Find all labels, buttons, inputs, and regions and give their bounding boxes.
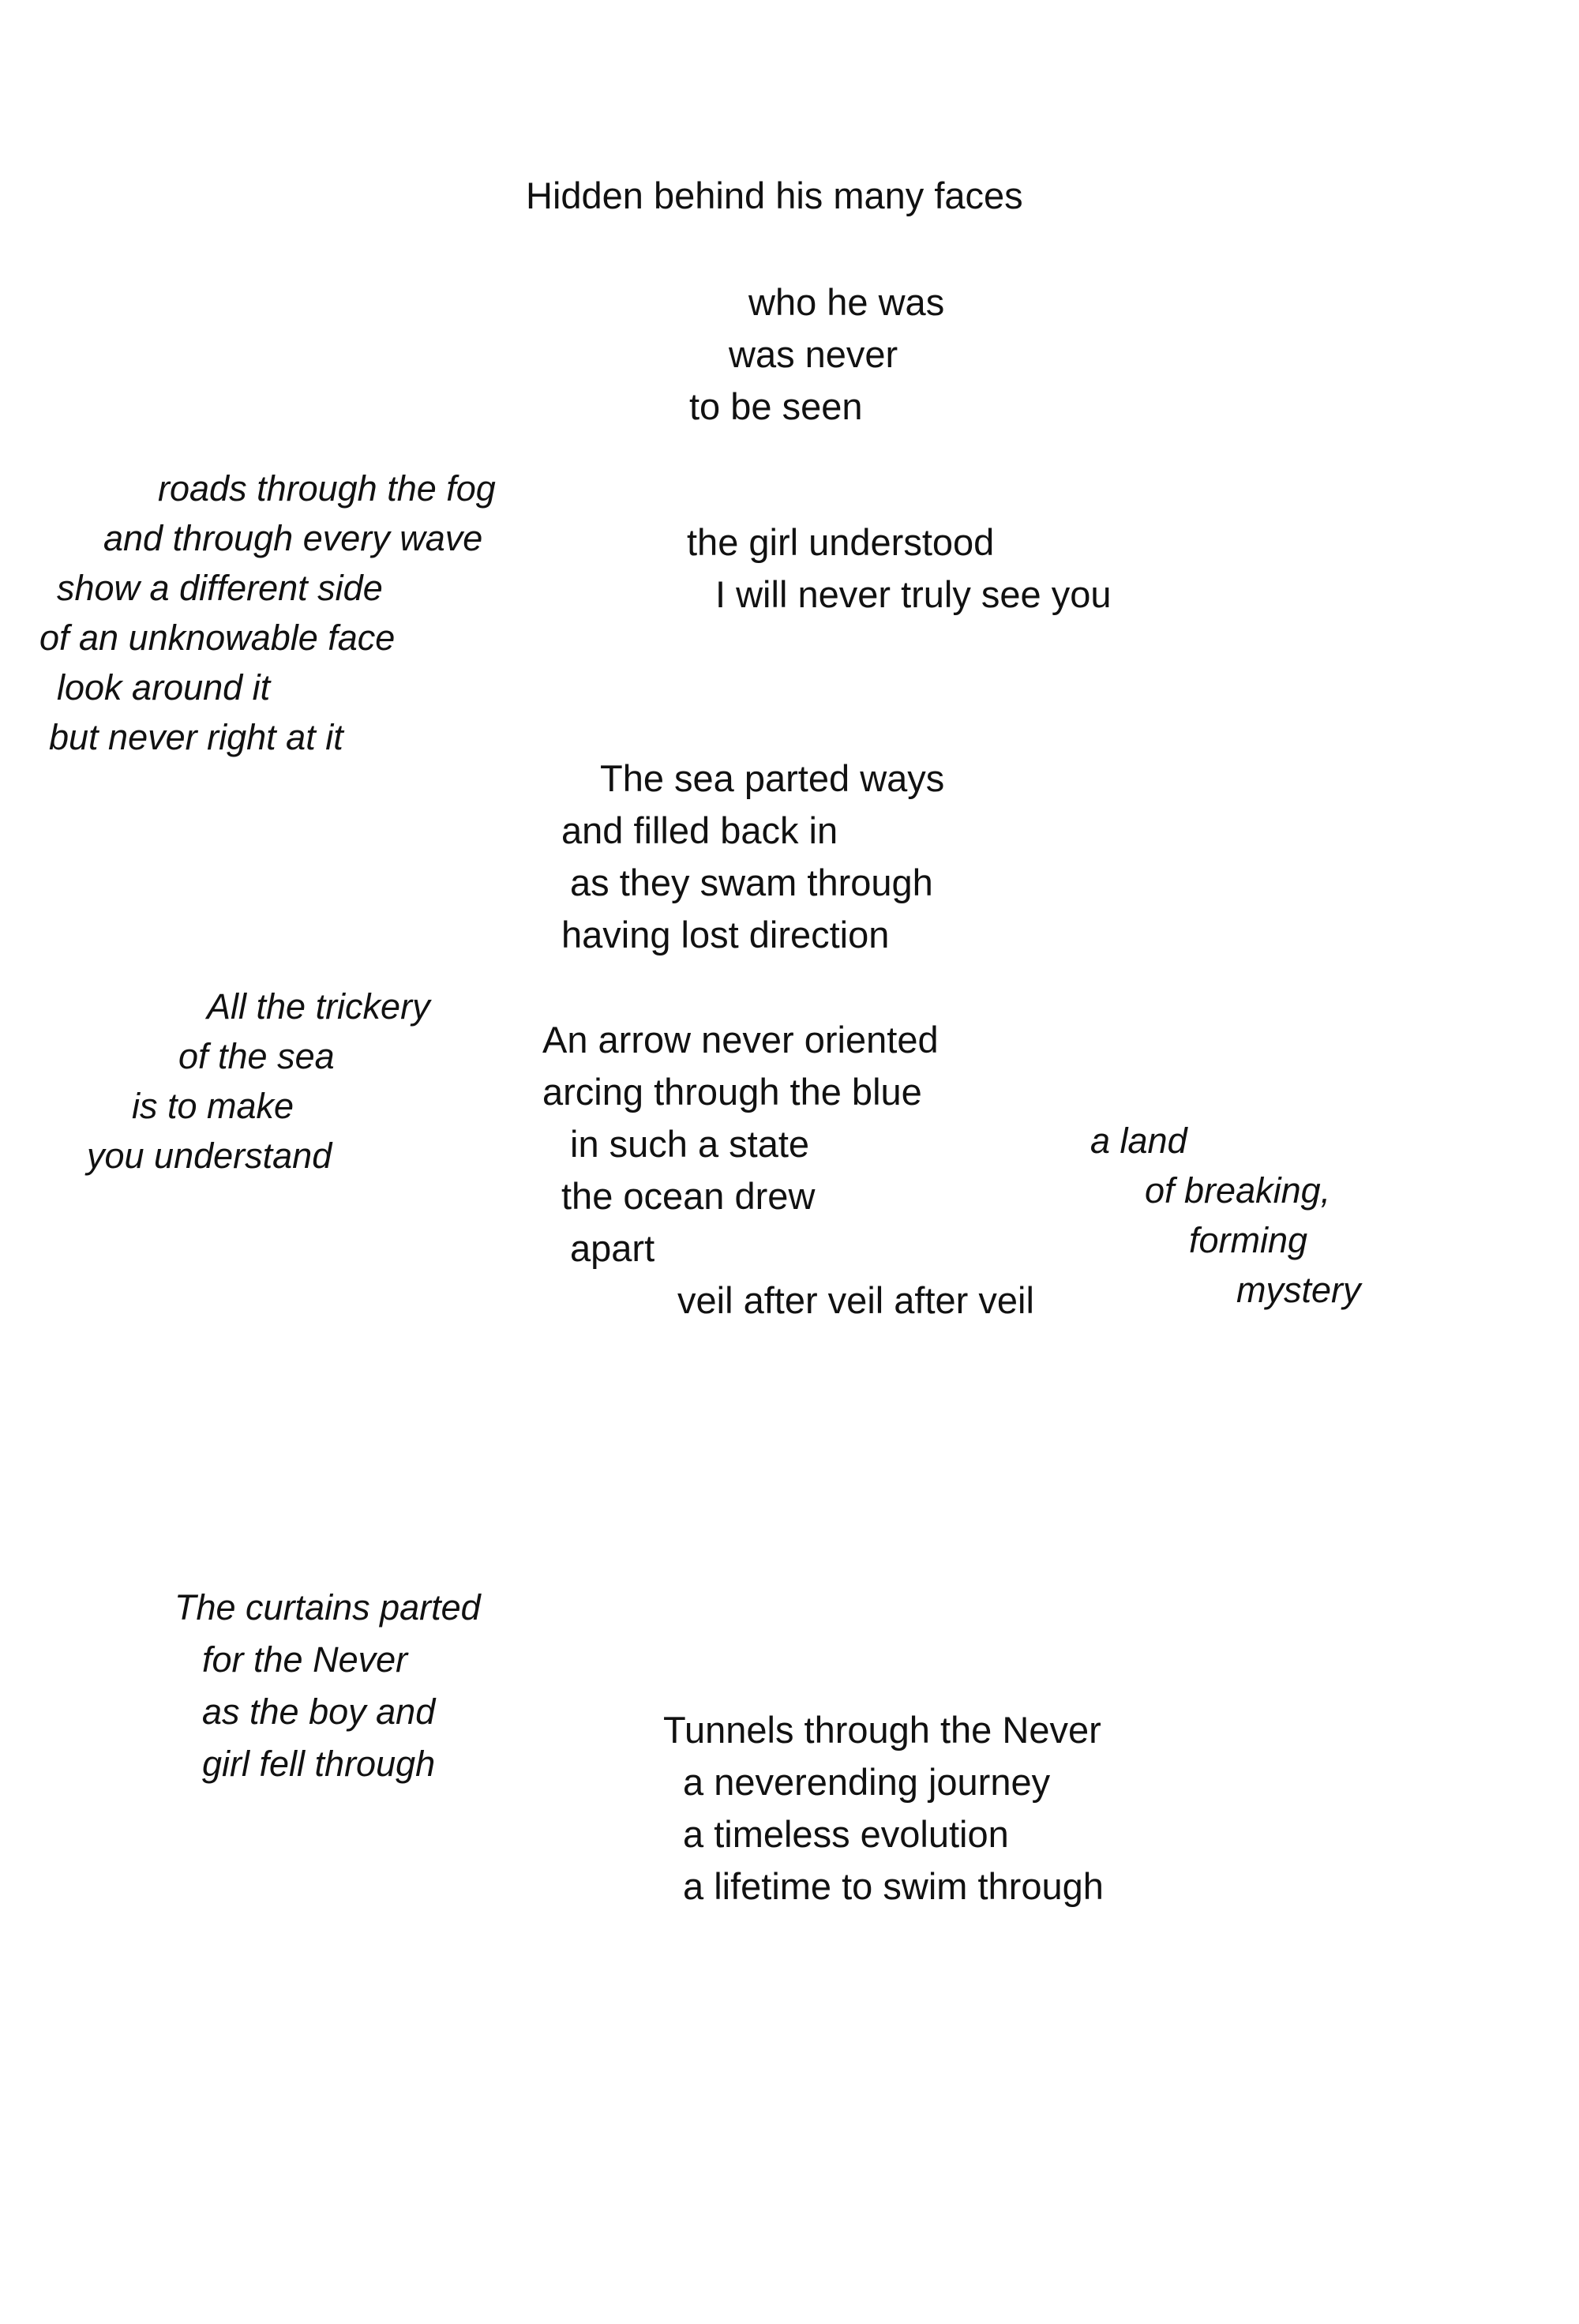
poem-line: is to make — [132, 1086, 294, 1126]
poem-line: apart — [570, 1227, 655, 1269]
poem-line: as they swam through — [570, 862, 933, 903]
poem-line: girl fell through — [202, 1744, 436, 1784]
poem-line: in such a state — [570, 1123, 810, 1165]
poem-line: veil after veil after veil — [677, 1279, 1034, 1321]
poem-line: look around it — [57, 667, 271, 708]
poem-title: Hidden behind his many faces — [526, 175, 1023, 216]
poem-line: Tunnels through the Never — [663, 1709, 1101, 1751]
poem-line: The curtains parted — [174, 1587, 481, 1628]
poem-line: a timeless evolution — [683, 1813, 1009, 1855]
poem-line: of breaking, — [1145, 1170, 1331, 1211]
poem-line: having lost direction — [561, 914, 890, 956]
poem-line: to be seen — [689, 385, 863, 427]
poem-line: forming — [1189, 1220, 1308, 1260]
poem-line: arcing through the blue — [542, 1071, 922, 1113]
poem-line: mystery — [1236, 1270, 1361, 1310]
poem-line: of the sea — [178, 1036, 335, 1076]
poem-line: The sea parted ways — [600, 757, 945, 799]
poem-line: the ocean drew — [561, 1175, 816, 1217]
poem-line: but never right at it — [49, 717, 343, 757]
poem-line: for the Never — [202, 1639, 408, 1680]
poem-line: the girl understood — [687, 521, 995, 563]
poem-line: All the trickery — [207, 986, 430, 1027]
poem-line: I will never truly see you — [715, 573, 1112, 615]
poem-line: a neverending journey — [683, 1761, 1051, 1803]
poem-line: and through every wave — [103, 518, 483, 558]
poem-line: as the boy and — [202, 1691, 436, 1732]
poem-line: of an unknowable face — [39, 618, 396, 658]
poem-line: and filled back in — [561, 809, 838, 851]
poem-line: An arrow never oriented — [542, 1019, 939, 1061]
poem-line: roads through the fog — [158, 468, 496, 509]
poem-line: show a different side — [57, 568, 383, 608]
poem-line: was never — [729, 333, 898, 375]
poem-line: a land — [1090, 1121, 1187, 1161]
poem-line: a lifetime to swim through — [683, 1865, 1104, 1907]
poem-line: you understand — [87, 1136, 332, 1176]
poem-line: who he was — [748, 281, 945, 323]
